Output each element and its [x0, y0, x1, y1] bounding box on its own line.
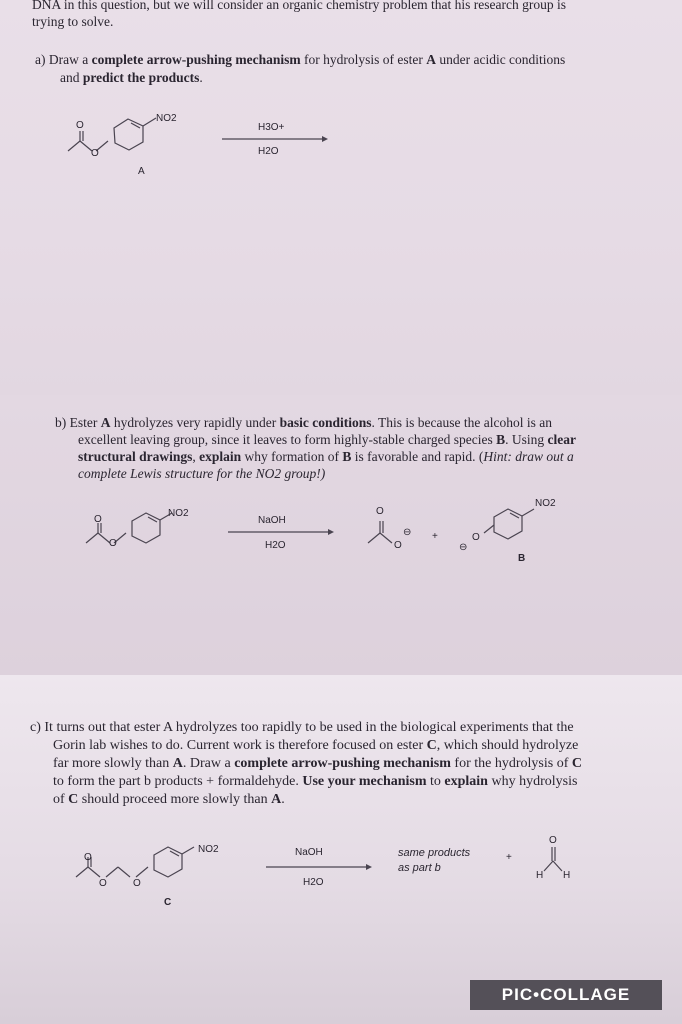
question-c-label: c) [30, 720, 41, 735]
acetate-o: O [394, 540, 402, 551]
compound-label-a: A [138, 166, 145, 177]
reagent-h3o: H3O+ [258, 122, 285, 133]
ester-o-c: O [99, 878, 107, 889]
reagent-naoh-c: NaOH [295, 847, 323, 858]
question-c-line-4: to form the part b products + formaldehyde. Use your mechanism to explain why hydrolysis [53, 774, 578, 789]
question-c-line-3: far more slowly than A. Draw a complete arrow-pushing mechanism for the hydrolysis of C [53, 756, 582, 771]
question-b-label: b) [55, 415, 67, 430]
photo-panel-top [0, 0, 682, 395]
question-b-line-4: complete Lewis structure for the NO2 group!) [78, 466, 326, 481]
question-a-line-1: a) Draw a complete arrow-pushing mechanism for hydrolysis of ester A under acidic conditions [35, 52, 566, 67]
phenoxide-o: O [472, 532, 480, 543]
question-c-line-2: Gorin lab wishes to do. Current work is therefore focused on ester C, which should hydrolyze [53, 738, 579, 753]
reaction-arrow-c [266, 862, 372, 872]
no2-group-a: NO2 [156, 113, 177, 124]
formaldehyde-h-right: H [563, 870, 571, 881]
question-c-line-1: c) It turns out that ester A hydrolyzes too rapidly to be used in the biological experiments that the [30, 720, 574, 735]
no2-group-b: NO2 [168, 508, 189, 519]
intro-line-2: trying to solve. [32, 14, 114, 29]
reagent-h2o-b: H2O [265, 540, 286, 551]
same-products-line-1: same products [398, 847, 471, 859]
question-b-line-2: excellent leaving group, since it leaves to form highly-stable charged species B. Using clear [78, 432, 577, 447]
reagent-h2o-c: H2O [303, 877, 324, 888]
pic-collage-watermark: PIC•COLLAGE [470, 980, 662, 1010]
no2-group-c: NO2 [198, 844, 219, 855]
reaction-arrow-b [228, 527, 334, 537]
carbonyl-o-b: O [94, 514, 102, 525]
carbonyl-o-c: O [84, 852, 92, 863]
plus-sign-c: + [506, 852, 512, 863]
reagent-naoh-b: NaOH [258, 515, 286, 526]
acetate-carbonyl-o: O [376, 506, 384, 517]
photo-panel-middle [0, 395, 682, 675]
photo-panel-bottom [0, 675, 682, 1024]
compound-label-b: B [518, 553, 526, 564]
minus-charge-icon: ⊖ [403, 527, 412, 538]
ester-o-a: O [91, 148, 99, 159]
same-products-line-2: as part b [398, 862, 441, 874]
formaldehyde-o: O [549, 835, 557, 846]
formaldehyde-h-left: H [536, 870, 544, 881]
ester-o-b: O [109, 538, 117, 549]
phenoxide-minus-icon: ⊖ [459, 542, 468, 553]
question-a-line-2: and predict the products. [60, 70, 203, 85]
ether-o-c: O [133, 878, 141, 889]
intro-line-1: DNA in this question, but we will consider an organic chemistry problem that his research group is [32, 0, 567, 12]
compound-label-c: C [164, 897, 172, 908]
reagent-h2o-a: H2O [258, 146, 279, 157]
no2-group-b-product: NO2 [535, 498, 556, 509]
carbonyl-o-a: O [76, 120, 84, 131]
question-b-line-3: structural drawings, explain why formation of B is favorable and rapid. (Hint: draw out a [78, 449, 574, 464]
plus-sign-b: + [432, 531, 438, 542]
reaction-arrow-a [222, 134, 328, 144]
question-a-label: a) [35, 52, 46, 67]
question-c-line-5: of C should proceed more slowly than A. [53, 792, 285, 807]
question-b-line-1: b) Ester A hydrolyzes very rapidly under basic conditions. This is because the alcohol is an [55, 415, 552, 430]
